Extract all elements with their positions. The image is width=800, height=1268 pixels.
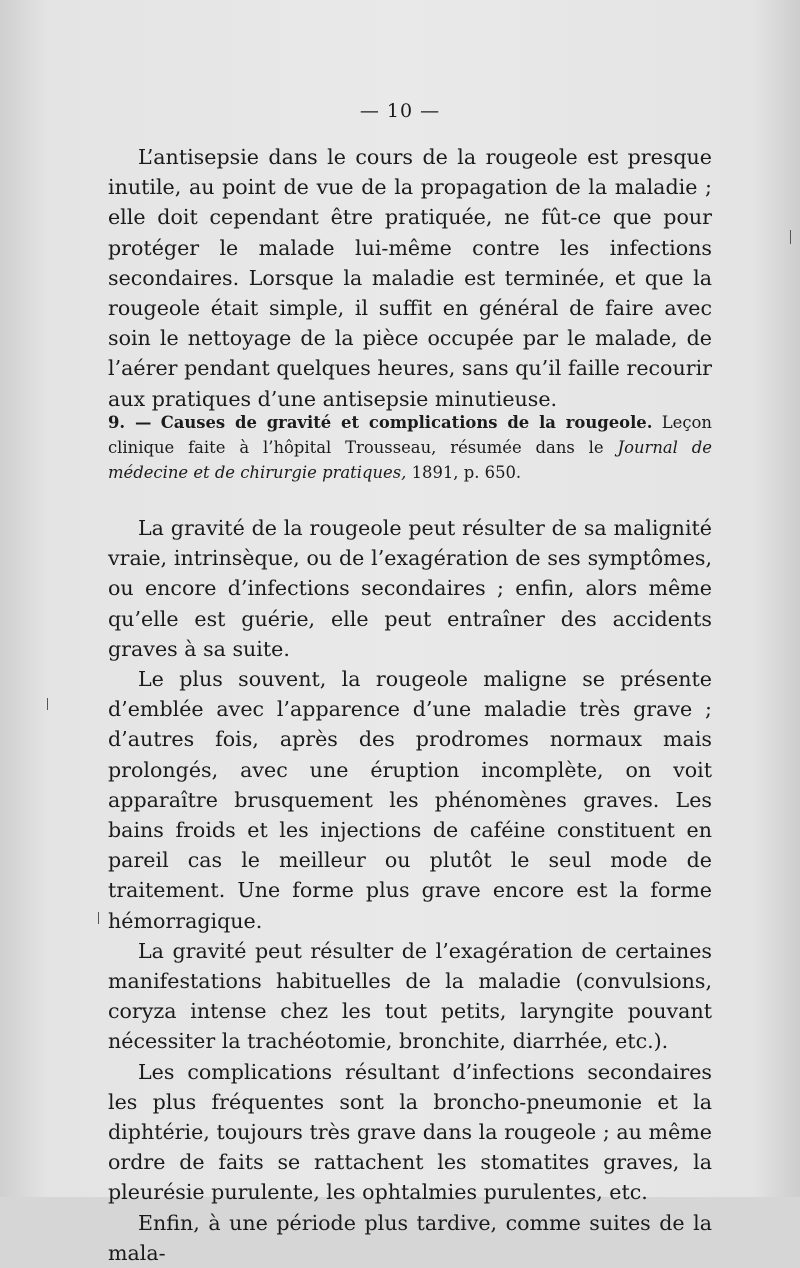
paragraph-complications: Les complications résultant d’infections secondaires les plus fréquentes sont la broncho-pneumonie et la diphtérie, toujours très grave dans la rougeole ; au même ordre de faits se rattachent les stomatites graves, la pleurésie purulente, les ophtalmies purulentes, etc. [108, 1059, 712, 1205]
paragraph-gravite: La gravité de la rougeole peut résulter de sa malignité vraie, intrinsèque, ou de l’exagération de ses symptômes, ou encore d’infections secondaires ; enfin, alors même qu’elle est guérie, elle peut entraîner des accidents graves à sa suite. [108, 516, 712, 661]
reference-entry [108, 410, 712, 485]
margin-mark [98, 912, 99, 924]
reference-title: Causes de gravité et complications de la rougeole. [160, 413, 653, 432]
margin-mark [47, 698, 48, 710]
margin-mark [790, 230, 791, 244]
reference-number: 9. — [108, 413, 152, 432]
paragraph-manifestations: La gravité peut résulter de l’exagération de certaines manifestations habituelles de la maladie (convulsions, coryza intense chez les tout petits, laryngite pouvant nécessiter la trachéotomie, bronchite, diarrhée, etc.). [108, 938, 712, 1054]
reference-journal: Journal de médecine et de chirurgie pratiques, [108, 438, 712, 482]
intro-paragraph: L’antisepsie dans le cours de la rougeole est presque inutile, au point de vue de la propagation de la maladie ; elle doit cependant être pratiquée, ne fût-ce que pour protéger le malade lui-même contre les infections secondaires. Lorsque la maladie est terminée, et que la rougeole était simple, il suffit en général de faire avec soin le nettoyage de la pièce occupée par le malade, de l’aérer pendant quelques heures, sans qu’il faille recourir aux pratiques d’une antisepsie minutieuse. [108, 145, 712, 411]
intro-block [108, 142, 712, 414]
paragraph-suites: Enfin, à une période plus tardive, comme suites de la mala- [108, 1210, 712, 1265]
reference-text: Leçon clinique faite à l’hôpital Trousseau, résumée dans le [108, 413, 712, 457]
body-text [108, 513, 712, 1268]
bibliographic-reference [108, 410, 712, 485]
paragraph-rougeole-maligne: Le plus souvent, la rougeole maligne se présente d’emblée avec l’apparence d’une maladie très grave ; d’autres fois, après des prodromes normaux mais prolongés, avec une éruption incomplète, on voit apparaître brusquement les phénomènes graves. Les bains froids et les injections de caféine constituent en pareil cas le meilleur ou plutôt le seul mode de traitement. Une forme plus grave encore est la forme hémorragique. [108, 667, 712, 933]
page-number: — 10 — [359, 100, 441, 122]
reference-date: 1891, p. 650. [411, 463, 522, 482]
